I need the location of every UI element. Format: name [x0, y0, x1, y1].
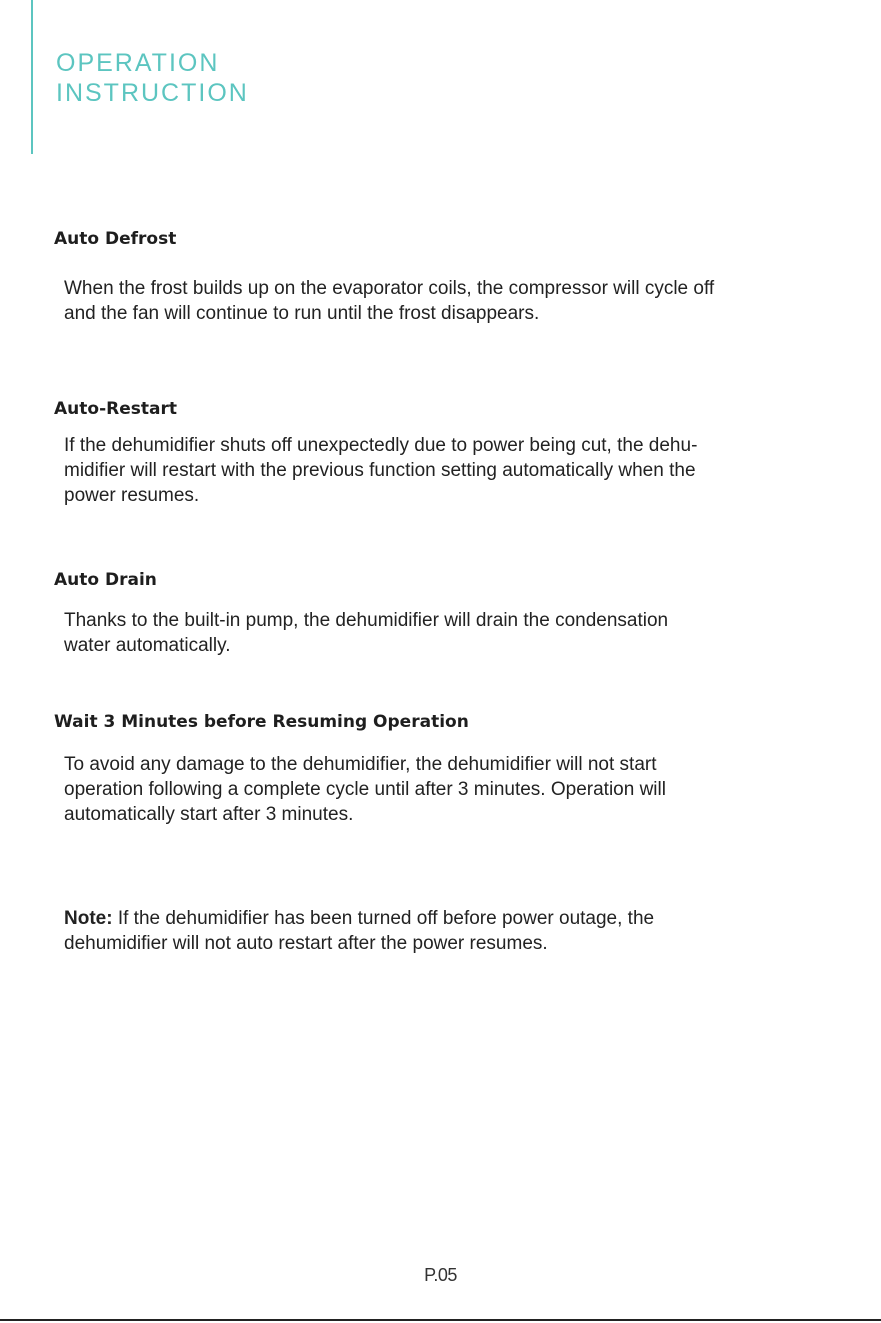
page-number: P.05	[424, 1265, 457, 1285]
note-paragraph	[64, 906, 844, 956]
body-line: water automatically.	[64, 635, 231, 656]
page-title	[56, 48, 249, 108]
page-title-line-1: OPERATION	[56, 49, 220, 77]
note-text-line-2: dehumidifier will not auto restart after the power resumes.	[64, 933, 548, 954]
section-heading: Auto Defrost	[54, 229, 177, 249]
body-line: and the fan will continue to run until the frost disappears.	[64, 303, 540, 324]
section-heading: Auto-Restart	[54, 399, 177, 419]
body-line: If the dehumidifier shuts off unexpectedly due to power being cut, the dehu-	[64, 435, 698, 456]
note-label: Note:	[64, 908, 113, 929]
note-text-line-1: If the dehumidifier has been turned off before power outage, the	[112, 908, 655, 929]
page-title-line-2: INSTRUCTION	[56, 79, 249, 107]
body-line: When the frost builds up on the evaporator coils, the compressor will cycle off	[64, 278, 715, 299]
body-line: power resumes.	[64, 485, 200, 506]
section-body	[64, 752, 844, 827]
section-body	[64, 433, 844, 508]
body-line: midifier will restart with the previous function setting automatically when the	[64, 460, 696, 481]
body-line: operation following a complete cycle until after 3 minutes. Operation will	[64, 779, 666, 800]
section-heading: Auto Drain	[54, 570, 157, 590]
section-heading: Wait 3 Minutes before Resuming Operation	[54, 712, 469, 732]
body-line: Thanks to the built-in pump, the dehumidifier will drain the condensation	[64, 610, 669, 631]
section-body	[64, 276, 844, 326]
body-line: To avoid any damage to the dehumidifier, the dehumidifier will not start	[64, 754, 657, 775]
accent-rule	[31, 0, 33, 154]
bottom-rule	[0, 1319, 881, 1321]
body-line: automatically start after 3 minutes.	[64, 804, 354, 825]
section-body	[64, 608, 844, 658]
